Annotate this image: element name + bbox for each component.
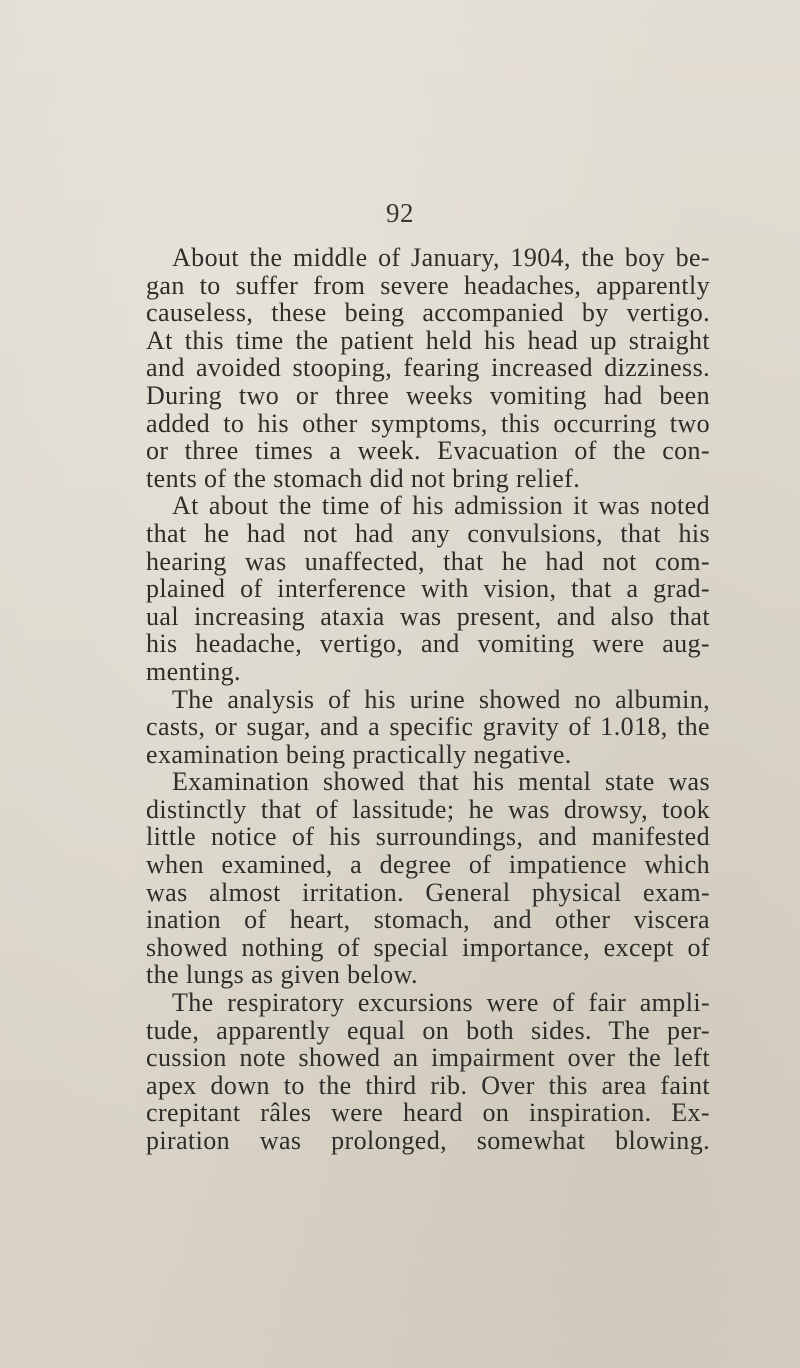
text-line: tude, apparently equal on both sides. The per-: [146, 1015, 710, 1045]
text-line: when examined, a degree of impatience which: [146, 850, 710, 880]
text-line: casts, or sugar, and a specific gravity of 1.018, the: [146, 712, 710, 742]
body-text: [146, 244, 710, 1155]
text-line: crepitant râles were heard on inspiration. Ex-: [146, 1098, 710, 1128]
text-line: and avoided stooping, fearing increased dizziness.: [146, 353, 710, 383]
text-line: added to his other symptoms, this occurring two: [146, 408, 710, 438]
text-line: ination of heart, stomach, and other viscera: [146, 905, 710, 935]
text-line: his headache, vertigo, and vomiting were aug-: [146, 629, 710, 659]
text-line: distinctly that of lassitude; he was drowsy, took: [146, 794, 710, 824]
page-number: 92: [386, 198, 414, 228]
text-line: the lungs as given below.: [146, 960, 418, 990]
text-line: At this time the patient held his head up straight: [146, 325, 710, 355]
text-line: examination being practically negative.: [146, 739, 572, 769]
text-line: or three times a week. Evacuation of the con-: [146, 436, 710, 466]
text-line: ual increasing ataxia was present, and also that: [146, 601, 710, 631]
text-line: plained of interference with vision, that a grad-: [146, 574, 710, 604]
text-line: showed nothing of special importance, except of: [146, 932, 710, 962]
text-line: Examination showed that his mental state was: [172, 767, 710, 797]
text-line: menting.: [146, 656, 241, 686]
text-line: apex down to the third rib. Over this area faint: [146, 1070, 710, 1100]
text-line: little notice of his surroundings, and manifested: [146, 822, 710, 852]
text-line: hearing was unaffected, that he had not com-: [146, 546, 710, 576]
text-line: was almost irritation. General physical exam-: [146, 877, 710, 907]
text-line: that he had not had any convulsions, that his: [146, 518, 710, 548]
text-line: cussion note showed an impairment over the left: [146, 1043, 710, 1073]
text-line: piration was prolonged, somewhat blowing.: [146, 1126, 710, 1155]
text-line: At about the time of his admission it was noted: [172, 491, 710, 521]
text-line: The respiratory excursions were of fair ampli-: [172, 988, 710, 1018]
text-line: During two or three weeks vomiting had been: [146, 380, 710, 410]
text-line: tents of the stomach did not bring relief.: [146, 463, 581, 493]
text-line: About the middle of January, 1904, the boy be-: [172, 243, 710, 272]
text-line: gan to suffer from severe headaches, apparently: [146, 270, 710, 300]
text-line: The analysis of his urine showed no albumin,: [172, 684, 710, 714]
text-line: causeless, these being accompanied by vertigo.: [146, 298, 710, 328]
